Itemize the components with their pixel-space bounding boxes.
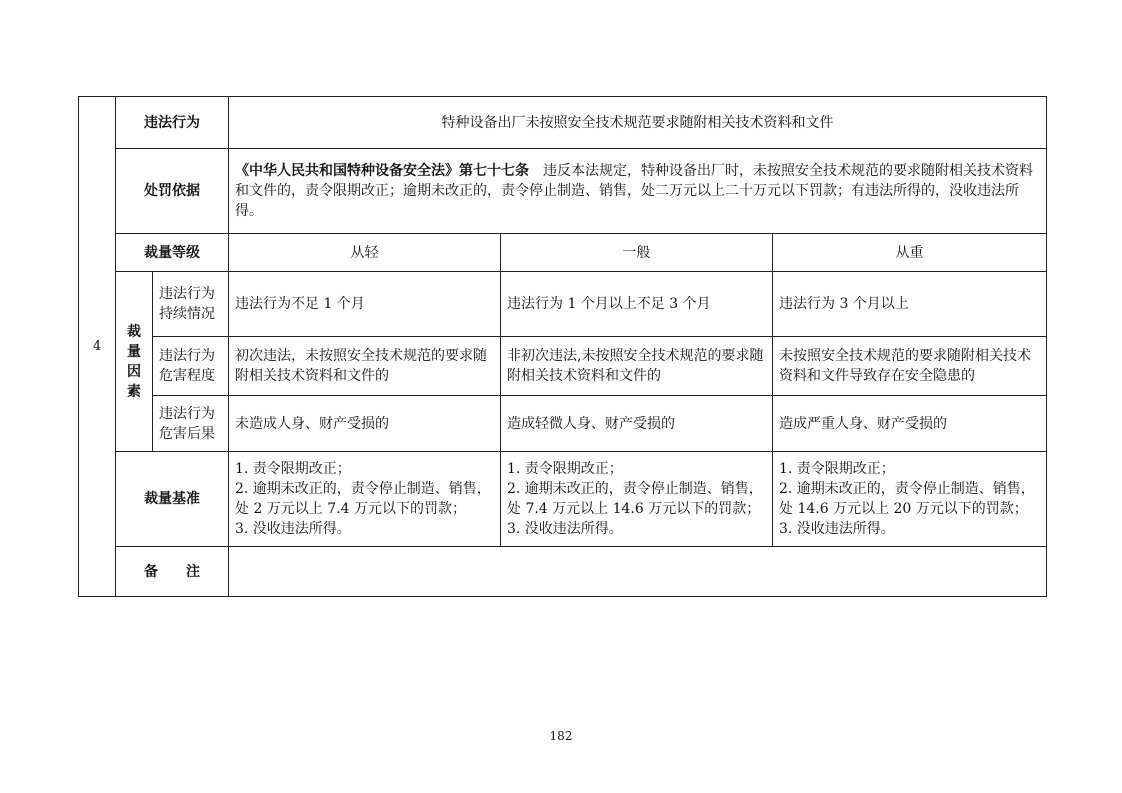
remark-value — [229, 547, 1047, 597]
basis-text: 违反本法规定，特种设备出厂时，未按照安全技术规范的要求随附相关技术资料和文件的，责令限期改正；逾期未改正的，责令停止制造、销售，处二万元以上二十万元以下罚款；有违法所得的，没收违法所得。 — [235, 163, 1033, 219]
violation-label: 违法行为 — [116, 97, 229, 149]
row-number: 4 — [79, 97, 116, 597]
factor-severity-light: 初次违法，未按照安全技术规范的要求随附相关技术资料和文件的 — [229, 337, 501, 396]
factor-duration-light: 违法行为不足 1 个月 — [229, 272, 501, 337]
factor-severity-label: 违法行为危害程度 — [153, 337, 229, 396]
factor-consequence-label: 违法行为危害后果 — [153, 396, 229, 452]
standard-normal: 1. 责令限期改正； 2. 逾期未改正的，责令停止制造、销售，处 7.4 万元以上 14.6 万元以下的罚款； 3. 没收违法所得。 — [501, 452, 773, 547]
factor-duration-label: 违法行为持续情况 — [153, 272, 229, 337]
basis-label: 处罚依据 — [116, 149, 229, 234]
grade-normal: 一般 — [501, 234, 773, 272]
grade-label: 裁量等级 — [116, 234, 229, 272]
page-number: 182 — [549, 729, 573, 743]
remark-label: 备 注 — [116, 547, 229, 597]
factor-consequence-normal: 造成轻微人身、财产受损的 — [501, 396, 773, 452]
penalty-discretion-table — [78, 96, 1047, 597]
factor-severity-normal: 非初次违法,未按照安全技术规范的要求随附相关技术资料和文件的 — [501, 337, 773, 396]
grade-light: 从轻 — [229, 234, 501, 272]
standard-heavy: 1. 责令限期改正； 2. 逾期未改正的，责令停止制造、销售，处 14.6 万元以上 20 万元以下的罚款； 3. 没收违法所得。 — [773, 452, 1047, 547]
factor-duration-normal: 违法行为 1 个月以上不足 3 个月 — [501, 272, 773, 337]
grade-heavy: 从重 — [773, 234, 1047, 272]
violation-value: 特种设备出厂未按照安全技术规范要求随附相关技术资料和文件 — [229, 97, 1047, 149]
factor-consequence-heavy: 造成严重人身、财产受损的 — [773, 396, 1047, 452]
factor-consequence-light: 未造成人身、财产受损的 — [229, 396, 501, 452]
factors-label: 裁 量 因 素 — [116, 272, 153, 452]
standard-light: 1. 责令限期改正； 2. 逾期未改正的，责令停止制造、销售，处 2 万元以上 7.4 万元以下的罚款； 3. 没收违法所得。 — [229, 452, 501, 547]
standard-label: 裁量基准 — [116, 452, 229, 547]
basis-reference: 《中华人民共和国特种设备安全法》第七十七条 — [235, 163, 529, 179]
factor-duration-heavy: 违法行为 3 个月以上 — [773, 272, 1047, 337]
basis-content — [229, 149, 1047, 234]
factor-severity-heavy: 未按照安全技术规范的要求随附相关技术资料和文件导致存在安全隐患的 — [773, 337, 1047, 396]
